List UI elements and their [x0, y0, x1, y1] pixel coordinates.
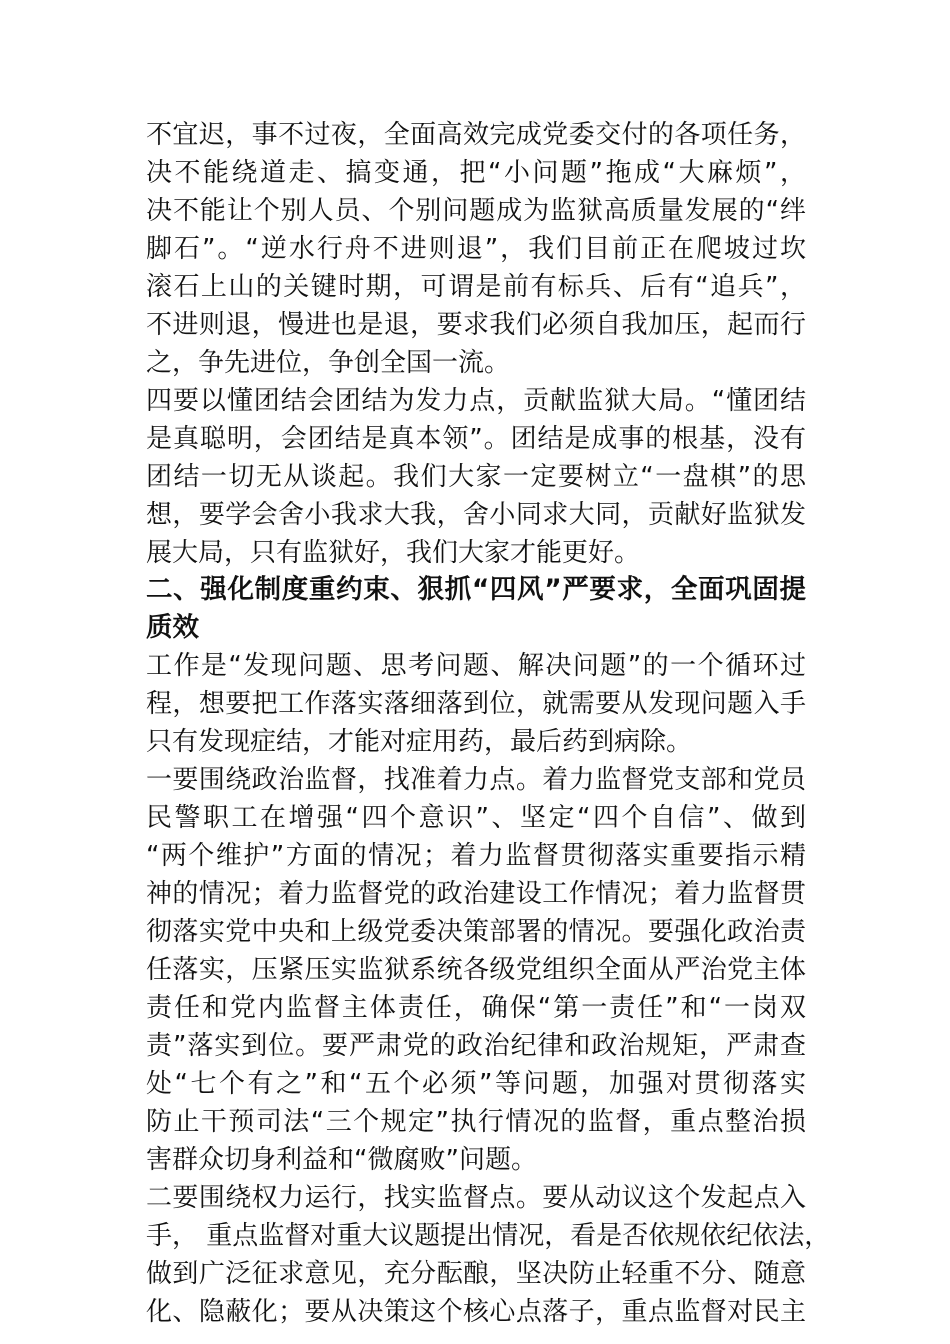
paragraph-four-line: 团结一切无从谈起。我们大家一定要树立“一盘棋”的思: [146, 462, 806, 492]
political-supervision-line: 害群众切身利益和“微腐败”问题。: [146, 1145, 537, 1175]
paragraph-four-line: 展大局，只有监狱好，我们大家才能更好。: [146, 538, 641, 568]
section-heading: 质效: [146, 612, 199, 643]
political-supervision-line: 责任和党内监督主体责任，确保“第一责任”和“一岗双: [146, 993, 806, 1023]
political-supervision-line: 一要围绕政治监督，找准着力点。着力监督党支部和党员: [146, 765, 806, 795]
body-text-line: 之，争先进位，争创全国一流。: [146, 348, 511, 378]
political-supervision-line: “两个维护”方面的情况；着力监督贯彻落实重要指示精: [146, 841, 806, 871]
political-supervision-line: 彻落实党中央和上级党委决策部署的情况。要强化政治责: [146, 917, 806, 947]
intro-paragraph-line: 工作是“发现问题、思考问题、解决问题”的一个循环过: [146, 651, 806, 681]
power-operation-line: 做到广泛征求意见，充分酝酿，坚决防止轻重不分、随意: [146, 1259, 806, 1289]
power-operation-line: 化、隐蔽化；要从决策这个核心点落子，重点监督对民主: [146, 1297, 806, 1327]
political-supervision-line: 任落实，压紧压实监狱系统各级党组织全面从严治党主体: [146, 955, 806, 985]
paragraph-four-line: 是真聪明，会团结是真本领”。团结是成事的根基，没有: [146, 424, 806, 454]
power-operation-line: 二要围绕权力运行，找实监督点。要从动议这个发起点入: [146, 1183, 806, 1213]
political-supervision-line: 防止干预司法“三个规定”执行情况的监督，重点整治损: [146, 1107, 806, 1137]
political-supervision-line: 民警职工在增强“四个意识”、坚定“四个自信”、做到: [146, 803, 806, 833]
body-text-line: 不宜迟，事不过夜，全面高效完成党委交付的各项任务，: [146, 120, 806, 150]
body-text-line: 脚石”。“逆水行舟不进则退”，我们目前正在爬坡过坎: [146, 234, 806, 264]
section-heading: 二、强化制度重约束、狠抓“四风”严要求，全面巩固提: [146, 574, 806, 605]
body-text-line: 决不能让个别人员、个别问题成为监狱高质量发展的“绊: [146, 196, 806, 226]
paragraph-four-line: 想，要学会舍小我求大我，舍小同求大同，贡献好监狱发: [146, 500, 806, 530]
political-supervision-line: 责”落实到位。要严肃党的政治纪律和政治规矩，严肃查: [146, 1031, 806, 1061]
intro-paragraph-line: 程，想要把工作落实落细落到位，就需要从发现问题入手: [146, 689, 806, 719]
political-supervision-line: 处“七个有之”和“五个必须”等问题，加强对贯彻落实: [146, 1069, 806, 1099]
intro-paragraph-line: 只有发现症结，才能对症用药，最后药到病除。: [146, 727, 693, 757]
political-supervision-line: 神的情况；着力监督党的政治建设工作情况；着力监督贯: [146, 879, 806, 909]
body-text-line: 不进则退，慢进也是退，要求我们必须自我加压，起而行: [146, 310, 806, 340]
paragraph-four-line: 四要以懂团结会团结为发力点，贡献监狱大局。“懂团结: [146, 386, 806, 416]
body-text-line: 决不能绕道走、搞变通，把“小问题”拖成“大麻烦”，: [146, 158, 806, 188]
body-text-line: 滚石上山的关键时期，可谓是前有标兵、后有“追兵”，: [146, 272, 806, 302]
power-operation-line: 手， 重点监督对重大议题提出情况，看是否依规依纪依法，: [146, 1221, 831, 1251]
